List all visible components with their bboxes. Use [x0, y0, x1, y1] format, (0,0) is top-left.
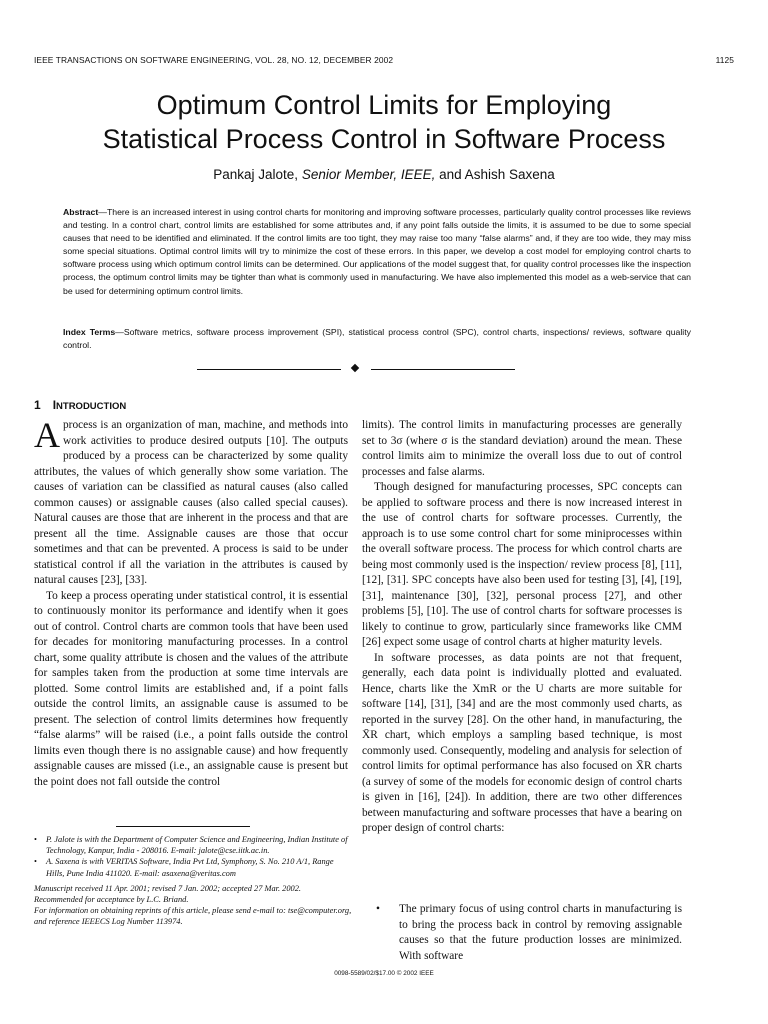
- paragraph-text: process is an organization of man, machine, and methods into work activities to produce desired outputs [10]. The outputs produced by a process can be characterized by some quality attributes, the values of which generally show some variation. The causes of variation can be classified as natural causes (also called common causes) or assignable causes (also called special causes). Natural causes are those that are inherent in the process and that are present all the time. Assignable causes are those that occur sometimes and that can be prevented. A process is said to be under statistical control if all the variation in the attributes is caused by natural causes [23], [33].: [34, 419, 348, 586]
- received-note: Manuscript received 11 Apr. 2001; revised 7 Jan. 2002; accepted 27 Mar. 2002.: [34, 883, 302, 893]
- body-column-right: [362, 418, 682, 837]
- page-number: 1125: [715, 55, 734, 65]
- footnote-rule: [116, 826, 250, 827]
- abstract-label: Abstract: [63, 207, 99, 217]
- index-terms: [63, 326, 691, 352]
- section-heading: [34, 398, 126, 412]
- section-number: 1: [34, 398, 41, 412]
- drop-cap: A: [34, 415, 60, 455]
- journal-citation: IEEE TRANSACTIONS ON SOFTWARE ENGINEERING, VOL. 28, NO. 12, DECEMBER 2002: [34, 55, 394, 65]
- abstract-text: —There is an increased interest in using control charts for monitoring and improving software processes, particularly quality control processes like reviews and testing. In a control chart, control limits are established for some attributes and, if any point falls outside the limits, it is assumed to be due to some special causes that need to be identified and eliminated. If the control limits are too tight, they may raise too many “false alarms” and, if they are too wide, they may miss some special situations. Optimal control limits will try to minimize the cost of these errors. In this paper, we develop a cost model for employing control charts to software process using which optimum control limits can be determined. Our applications of the model suggest that, for quality control processes like the inspection process, the optimum control limits may be tighter than what is commonly used in manufacturing. We have also implemented this model as a web-service that can be used for determining optimum control limits.: [63, 207, 691, 296]
- index-terms-text: —Software metrics, software process improvement (SPI), statistical process control (SPC), control charts, inspections/ reviews, software quality control.: [63, 327, 691, 351]
- title-line-2: Statistical Process Control in Software Process: [102, 124, 666, 154]
- section-title-initial: I: [52, 398, 57, 412]
- bullet-item: [362, 902, 682, 964]
- section-title-rest: NTRODUCTION: [56, 401, 127, 412]
- diamond-icon: [351, 364, 359, 372]
- running-header: [34, 55, 734, 69]
- title-line-1: Optimum Control Limits for Employing: [156, 90, 612, 120]
- footnote-affiliation: [34, 856, 352, 878]
- copyright-footer: 0098-5589/02/$17.00 © 2002 IEEE: [334, 970, 434, 977]
- author-line: [20, 167, 748, 182]
- paper-title: [20, 88, 748, 156]
- paragraph: In software processes, as data points are not that frequent, generally, each data point is individually plotted and evaluated. Hence, charts like the XmR or the U charts are more suitable for software [14], [31], [34] and are the most commonly used charts, as reported in the survey [28]. On the other hand, in manufacturing, the X̄R chart, which employs a sampling based technique, is most commonly used. Consequently, modeling and analysis for selection of control limits for optimal performance has also focused on X̄R charts (a survey of some of the models for economic design of control charts is given in [16], [24]). In addition, there are two other differences between manufacturing and software processes that have a bearing on proper design of control charts:: [362, 651, 682, 834]
- bullet-icon: •: [34, 857, 37, 867]
- separator-rule-left: [197, 369, 341, 370]
- footnote-text: P. Jalote is with the Department of Computer Science and Engineering, Indian Institute of Technology, Kanpur, India - 208016. E-mail: jalote@cse.iitk.ac.in.: [46, 835, 348, 856]
- bullet-text: The primary focus of using control charts in manufacturing is to bring the process back in control by removing assignable causes so that the future production losses are minimized. With software: [399, 903, 682, 962]
- author-1: Pankaj Jalote,: [213, 167, 299, 182]
- author-membership: Senior Member, IEEE,: [301, 167, 436, 182]
- footnote-text: A. Saxena is with VERITAS Software, India Pvt Ltd, Symphony, S. No. 210 A/1, Range Hills, Pune India 411020. E-mail: asaxena@veritas.com: [46, 857, 334, 878]
- paragraph: Though designed for manufacturing processes, SPC concepts can be applied to software process and there is now increased interest in the use of control charts for software processes. Currently, the approach is to use some control chart for some miniprocesses within the overall software process. The process for which control charts are being most commonly used is the inspection/ review process [8], [11], [12], [31]. SPC concepts have also been used for testing [3], [4], [19], [31], maintenance [30], [32], personal process [27], and other problems [5], [10]. The use of control charts for software processes is likely to continue to grow, particularly since frameworks like CMM [26] expect some usage of control charts at higher maturity levels.: [362, 481, 682, 648]
- index-terms-label: Index Terms: [63, 327, 116, 337]
- recommended-note: Recommended for acceptance by L.C. Briand.: [34, 895, 189, 905]
- paragraph: limits). The control limits in manufacturing processes are generally set to 3σ (where σ is the standard deviation) around the mean. These control limits aim to minimize the overall loss due to out of control processes and false alarms.: [362, 419, 682, 478]
- abstract: [63, 206, 691, 298]
- body-column-left: [34, 415, 348, 790]
- footnote-affiliation: [34, 834, 352, 856]
- manuscript-notes: [34, 883, 352, 928]
- paragraph: [34, 415, 348, 589]
- reprints-note: For information on obtaining reprints of this article, please send e-mail to: tse@computer.org, and reference IEEECS Log Number 113974.: [34, 906, 352, 927]
- paragraph: To keep a process operating under statistical control, it is essential to continuously monitor its performance and identify when it goes out of control. Control charts are common tools that have been used for decades for monitoring manufacturing processes. In a control chart, some quality attribute is chosen and the values of the attribute for samples taken from the production at some time intervals are plotted. Some control limits are established and, if a point falls outside the control limits, an assignable cause is assumed to be present. The selection of control limits determines how frequently “false alarms” will be raised (i.e., a point falls outside the control limits even though there is no assignable cause) and how frequently assignable causes are missed (i.e., an assignable cause is present but the point does not fall outside the control: [34, 589, 348, 788]
- footnotes: [34, 834, 352, 928]
- author-2: and Ashish Saxena: [439, 167, 555, 182]
- separator-rule-right: [371, 369, 515, 370]
- section-separator: [197, 367, 515, 373]
- bullet-icon: •: [376, 903, 380, 915]
- bullet-icon: •: [34, 835, 37, 844]
